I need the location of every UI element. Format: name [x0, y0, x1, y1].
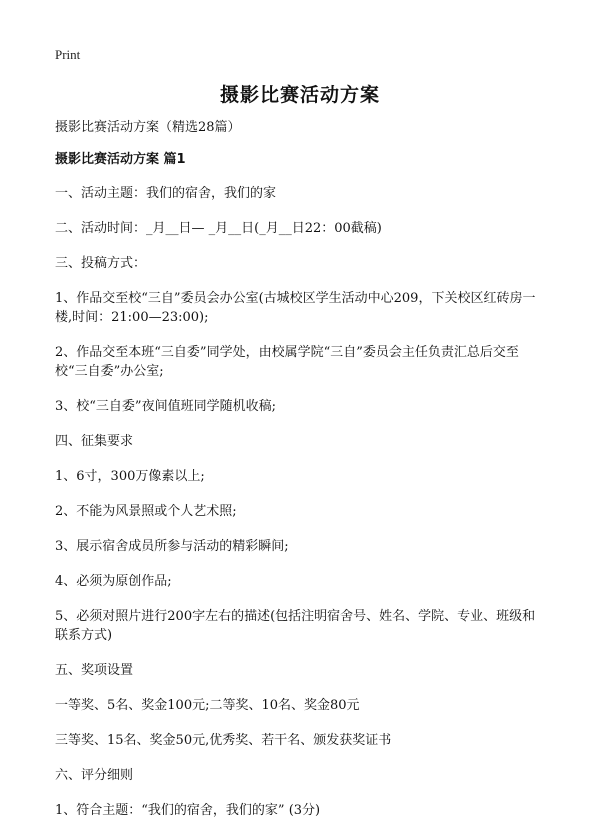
paragraph-requirement-2: 2、不能为风景照或个人艺术照; — [55, 504, 237, 519]
page-title: 摄影比赛活动方案 — [219, 84, 380, 106]
paragraph-activity-time: 二、活动时间：_月__日— _月__日(_月__日22：00截稿) — [55, 221, 382, 236]
paragraph-awards: 五、奖项设置 — [55, 663, 134, 678]
paragraph-requirement-3: 3、展示宿舍成员所参与活动的精彩瞬间; — [55, 539, 289, 554]
document-subtitle: 摄影比赛活动方案（精选28篇） — [55, 120, 241, 135]
paragraph-submission-2: 2、作品交至本班“三自委”同学处，由校属学院“三自”委员会主任负责汇总后交至校“三自委”办公室; — [55, 345, 519, 379]
paragraph-awards-1: 一等奖、5名、奖金100元;二等奖、10名、奖金80元 — [55, 698, 360, 713]
paragraph-scoring: 六、评分细则 — [55, 768, 134, 783]
paragraph-submission-method: 三、投稿方式： — [55, 256, 147, 271]
paragraph-submission-1: 1、作品交至校“三自”委员会办公室(古城校区学生活动中心209，下关校区红砖房一楼,时间：21:00—23:00); — [55, 291, 536, 325]
paragraph-requirements: 四、征集要求 — [55, 434, 134, 449]
paragraph-requirement-1: 1、6寸，300万像素以上; — [55, 469, 205, 484]
paragraph-requirement-5: 5、必须对照片进行200字左右的描述(包括注明宿舍号、姓名、学院、专业、班级和联系方式) — [55, 609, 536, 643]
paragraph-activity-theme: 一、活动主题：我们的宿舍，我们的家 — [55, 186, 277, 201]
paragraph-awards-2: 三等奖、15名、奖金50元,优秀奖、若干名、颁发获奖证书 — [55, 733, 392, 748]
print-link[interactable]: Print — [55, 47, 81, 62]
article-body — [55, 118, 545, 836]
paragraph-requirement-4: 4、必须为原创作品; — [55, 574, 172, 589]
article-heading: 摄影比赛活动方案 篇1 — [55, 152, 186, 167]
paragraph-submission-3: 3、校“三自委”夜间值班同学随机收稿; — [55, 399, 276, 414]
paragraph-scoring-1: 1、符合主题：“我们的宿舍，我们的家” (3分) — [55, 803, 321, 818]
